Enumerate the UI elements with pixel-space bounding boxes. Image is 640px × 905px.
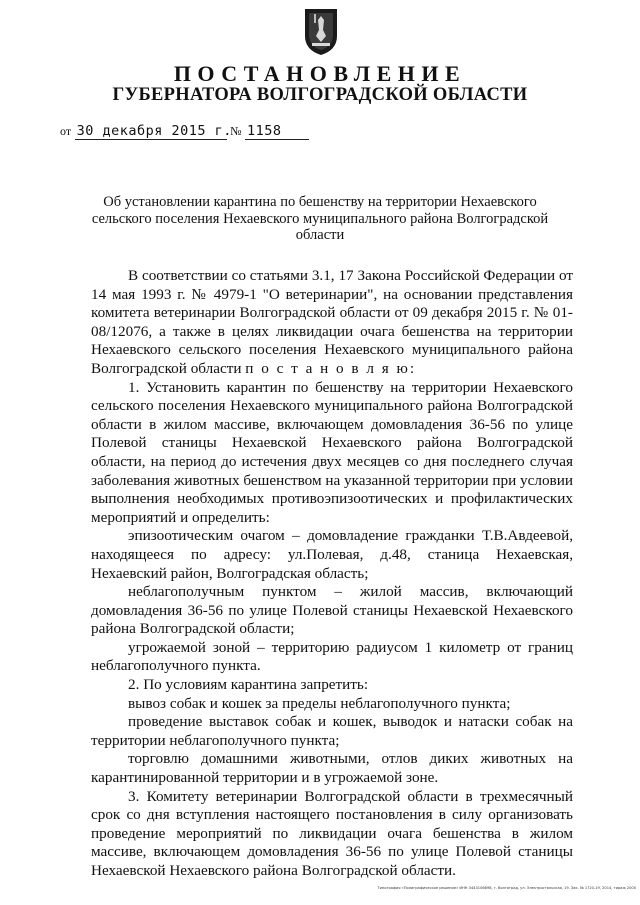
paragraph-1b: неблагополучным пунктом – жилой массив, включающий домовладения 36-56 по улице Полевой станицы Нехаевской Нехаевского района Волгоградской области; xyxy=(91,583,573,638)
date-from-label: от xyxy=(60,124,72,138)
document-date: 30 декабря 2015 г. xyxy=(76,123,232,139)
dateline xyxy=(60,124,309,140)
document-subtitle: ГУБЕРНАТОРА ВОЛГОГРАДСКОЙ ОБЛАСТИ xyxy=(112,85,528,105)
paragraph-2b: проведение выставок собак и кошек, выводок и натаски собак на территории неблагополучного пункта; xyxy=(91,713,573,749)
document-body xyxy=(91,267,573,881)
postanovlyayu-word: п о с т а н о в л я ю: xyxy=(245,359,417,377)
document-number: 1158 xyxy=(245,124,309,140)
printer-footer: Типография «Полиграфическое решение» ИНН 3443106898, г. Волгоград, ул. Электростальская, 19. Зак. № 1720-19, 2014, тираж 2000 xyxy=(377,886,636,890)
paragraph-2: 2. По условиям карантина запретить: xyxy=(128,676,369,694)
number-label: № xyxy=(230,124,242,138)
paragraph-1c: угрожаемой зоной – территорию радиусом 1 километр от границ неблагополучного пункта. xyxy=(91,638,573,675)
paragraph-3: 3. Комитету ветеринарии Волгоградской области в трехмесячный срок со дня вступления настоящего постановления в силу организовать проведение мероприятий по ликвидации очага бешенства в жилом массиве, включающем домовладения 36-56 по улице Полевой станицы Нехаевской Нехаевского района Волгоградской области. xyxy=(91,787,573,879)
paragraph-1a: эпизоотическим очагом – домовладение гражданки Т.В.Авдеевой, находящееся по адресу: ул.Полевая, д.48, станица Нехаевская, Нехаевский район, Волгоградская область; xyxy=(91,527,573,582)
document-title: ПОСТАНОВЛЕНИЕ xyxy=(173,61,467,86)
document-subject: Об установлении карантина по бешенству на территории Нехаевского сельского поселения Нехаевского муниципального района Волгоградской области xyxy=(91,194,549,243)
paragraph-2a: вывоз собак и кошек за пределы неблагополучного пункта; xyxy=(128,694,511,712)
intro-text: В соответствии со статьями 3.1, 17 Закона Российской Федерации от 14 мая 1993 г. № 4979-1 "О ветеринарии", на основании представления комитета ветеринарии Волгоградской области от 09 декабря 2015 г. № 01-08/12076, а также в целях ликвидации очага бешенства на территории Нехаевского сельского поселения Нехаевского муниципального района Волгоградской области xyxy=(91,267,573,377)
coat-of-arms-icon xyxy=(303,6,339,56)
intro-paragraph xyxy=(91,267,573,379)
paragraph-1: 1. Установить карантин по бешенству на территории Нехаевского сельского поселения Нехаевского муниципального района Волгоградской области в жилом массиве, включающем домовладения 36-56 по улице Полевой станицы Нехаевской Нехаевского района Волгоградской области, на период до истечения двух месяцев со дня последнего случая заболевания животных бешенством на указанной территории при условии выполнения необходимых противоэпизоотических и профилактических мероприятий и определить: xyxy=(91,378,573,526)
paragraph-2c: торговлю домашними животными, отлов диких животных на карантинированной территории и в угрожаемой зоне. xyxy=(91,750,573,787)
